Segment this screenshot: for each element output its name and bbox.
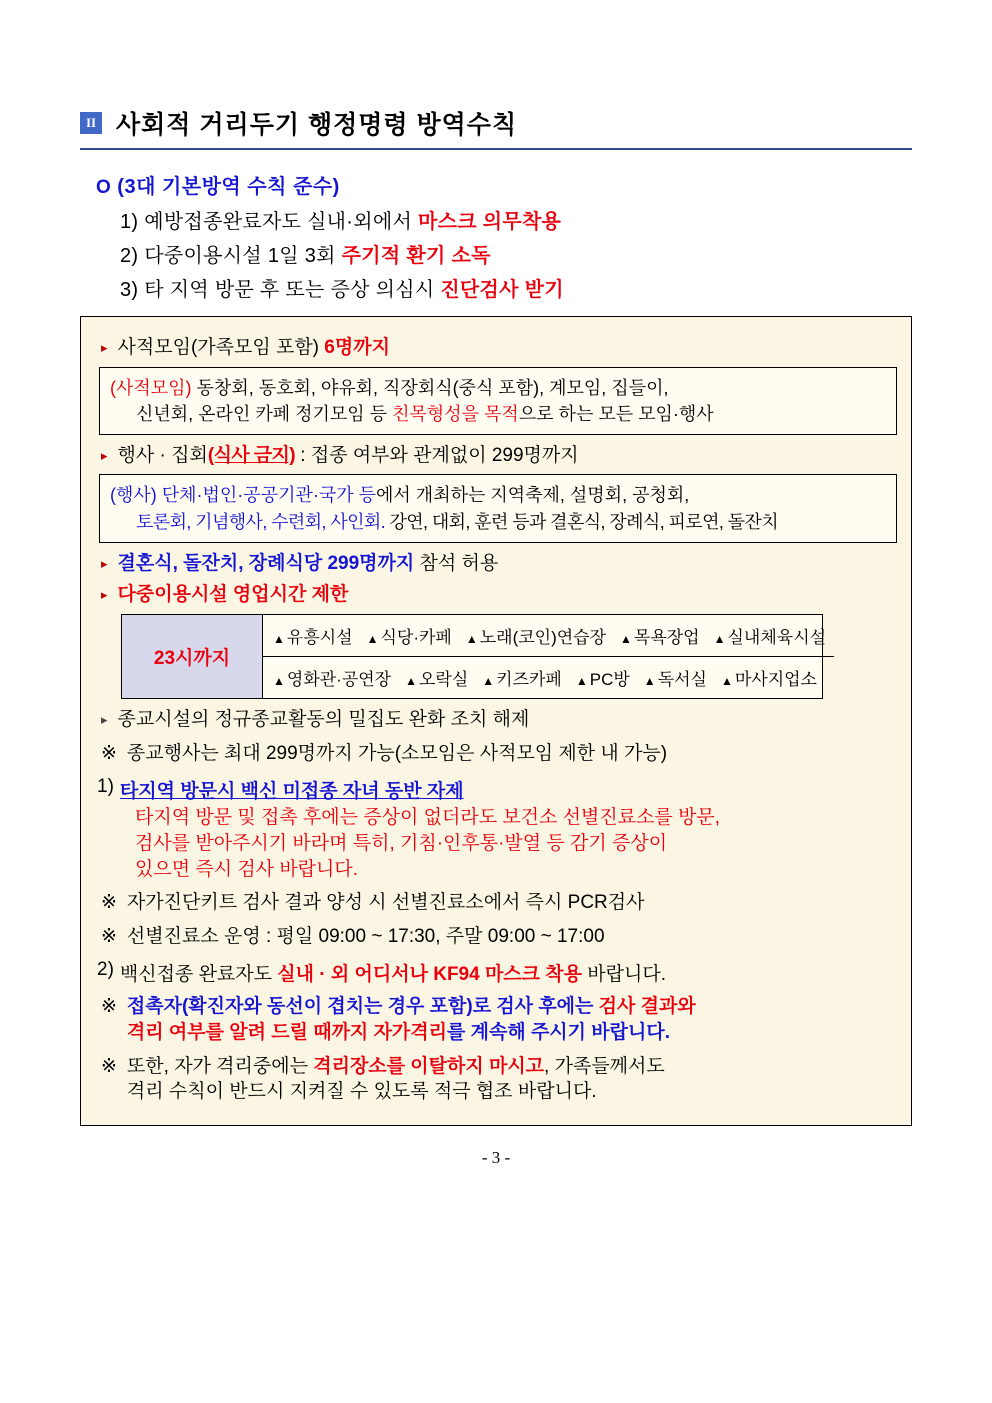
numbered-item-2-number: 2)	[97, 959, 114, 981]
numbered-item-1-title: 타지역 방문시 백신 미접종 자녀 동반 자제	[119, 781, 464, 803]
reference-mark-icon: ※	[101, 742, 117, 764]
bullet-private-gatherings-text: 사적모임(가족모임 포함)	[117, 337, 325, 358]
numbered-item-2-text-a: 백신접종 완료자도	[119, 964, 278, 986]
bullet-events-text-a: 행사 · 집회	[117, 444, 208, 466]
business-hours-table	[121, 614, 827, 699]
note-quarantine-rules	[101, 1054, 897, 1105]
numbered-item-1	[97, 776, 897, 803]
bullet-private-gatherings-highlight: 6명까지	[324, 337, 390, 358]
facility-item: ▲ 독서실	[644, 665, 707, 690]
facility-item: ▲ 영화관·공연장	[273, 665, 391, 690]
subbox-event-line1-highlight: 단체·법인·공공기관·국가 등	[156, 485, 377, 506]
bullet-events-highlight: (식사 금지)	[207, 444, 295, 466]
subbox-private-line2-highlight: 친목형성을 목적	[392, 403, 519, 424]
reference-mark-icon: ※	[101, 925, 117, 947]
subbox-private-gathering-definition	[99, 367, 897, 435]
intro-item-2-number: 2)	[120, 245, 139, 267]
note-self-test-kit-text: 자가진단키트 검사 결과 양성 시 선별진료소에서 즉시 PCR검사	[126, 892, 645, 914]
triangle-bullet-icon: ▸	[101, 555, 108, 571]
business-hours-row-1	[263, 615, 834, 657]
intro-item-2	[120, 239, 912, 268]
note-contact-line1-blue: 접촉자(확진자와 동선이 겹치는 경우 포함)로 검사 후에는	[126, 996, 599, 1018]
numbered-item-1-number: 1)	[97, 776, 114, 798]
intro-item-2-highlight: 주기적 환기 소독	[341, 245, 491, 267]
numbered-item-1-line-3: 있으면 즉시 검사 바랍니다.	[135, 858, 359, 880]
guidelines-box	[80, 316, 912, 1126]
note-contact-line2-blue: 를 계속해 주시기 바랍니다.	[446, 1022, 670, 1044]
numbered-item-2-text-b: 바랍니다.	[582, 964, 666, 986]
bullet-religious-facilities	[95, 707, 897, 733]
bullet-wedding-funeral	[95, 551, 897, 577]
numbered-item-2-highlight: 실내 · 외 어디서나 KF94 마스크 착용	[277, 964, 583, 986]
page-number: - 3 -	[481, 1147, 511, 1167]
intro-heading	[96, 170, 912, 199]
facility-item: ▲ 오락실	[405, 665, 468, 690]
note-quarantine-line1-a: 또한, 자가 격리중에는	[126, 1055, 314, 1077]
intro-item-3-text: 타 지역 방문 후 또는 증상 의심시	[144, 279, 441, 301]
intro-item-1	[120, 205, 912, 234]
bullet-private-gatherings	[95, 335, 897, 361]
bullet-business-hours	[95, 582, 897, 608]
note-religious-events-text: 종교행사는 최대 299명까지 가능(소모임은 사적모임 제한 내 가능)	[126, 742, 668, 764]
bullet-events-assembly	[95, 443, 897, 469]
reference-mark-icon: ※	[101, 892, 117, 914]
bullet-religious-text: 종교시설의 정규종교활동의 밀집도 완화 조치 해제	[117, 708, 530, 730]
facility-item: ▲ 노래(코인)연습장	[466, 623, 606, 648]
numbered-item-1-paragraph	[135, 805, 897, 882]
note-contact-line2-red: 격리 여부를 알려 드릴 때까지 자가격리	[126, 1022, 447, 1044]
bullet-wedding-rest: 참석 허용	[414, 552, 499, 574]
note-screening-hours-text: 선별진료소 운영 : 평일 09:00 ~ 17:30, 주말 09:00 ~ 17:00	[126, 925, 605, 947]
facility-item: ▲ 식당·카페	[367, 623, 452, 648]
numbered-item-1-line-2: 검사를 받아주시기 바라며 특히, 기침·인후통·발열 등 감기 증상이	[135, 832, 668, 854]
triangle-bullet-icon: ▸	[101, 587, 108, 603]
note-self-test-kit	[101, 890, 897, 916]
reference-mark-icon: ※	[101, 1055, 117, 1077]
subbox-event-line1-b: 에서 개최하는 지역축제, 설명회, 공청회,	[376, 485, 690, 506]
intro-heading-text: (3대 기본방역 수칙 준수)	[117, 176, 340, 198]
intro-item-3	[120, 273, 912, 302]
section-number-badge: II	[80, 112, 102, 134]
circle-marker-icon: O	[96, 177, 112, 198]
triangle-bullet-icon: ▸	[101, 340, 108, 355]
note-quarantine-line2: 격리 수칙이 반드시 지켜질 수 있도록 적극 협조 바랍니다.	[126, 1081, 597, 1103]
numbered-item-2	[97, 959, 897, 986]
bullet-events-text-b: : 접종 여부와 관계없이 299명까지	[295, 444, 579, 466]
section-title: 사회적 거리두기 행정명령 방역수칙	[116, 111, 518, 139]
bullet-wedding-highlight: 결혼식, 돌잔치, 장례식당 299명까지	[117, 552, 415, 574]
note-contact-line1-red: 검사 결과와	[598, 996, 696, 1018]
triangle-bullet-icon: ▸	[101, 711, 108, 727]
subbox-event-line2-highlight: 토론회, 기념행사, 수련회, 사인회.	[136, 511, 386, 532]
note-religious-events	[101, 741, 897, 767]
subbox-private-line2-a: 신년회, 온라인 카페 정기모임 등	[136, 403, 393, 424]
subbox-event-label: (행사)	[110, 485, 157, 506]
facility-item: ▲ PC방	[576, 665, 630, 690]
business-hours-row-2	[263, 657, 834, 698]
intro-item-1-highlight: 마스크 의무착용	[417, 211, 562, 233]
triangle-bullet-icon: ▸	[101, 447, 108, 463]
note-contact-tracing	[101, 994, 897, 1045]
intro-item-2-text: 다중이용시설 1일 3회	[144, 245, 342, 267]
facility-item: ▲ 유흥시설	[273, 623, 353, 648]
subbox-private-line1: 동창회, 동호회, 야유회, 직장회식(중식 포함), 계모임, 집들이,	[191, 377, 669, 398]
intro-item-3-number: 3)	[120, 279, 139, 301]
subbox-event-line2-b: 강연, 대회, 훈련 등과 결혼식, 장례식, 피로연, 돌잔치	[385, 511, 779, 532]
facility-item: ▲ 목욕장업	[620, 623, 700, 648]
business-hours-limit: 23시까지	[122, 615, 263, 698]
reference-mark-icon: ※	[101, 996, 117, 1018]
facility-item: ▲ 실내체육시설	[714, 623, 826, 648]
facility-item: ▲ 키즈카페	[482, 665, 562, 690]
subbox-private-label: (사적모임)	[110, 377, 192, 398]
intro-item-1-number: 1)	[120, 211, 139, 233]
subbox-private-line2-b: 으로 하는 모든 모임·행사	[518, 403, 714, 424]
note-screening-hours	[101, 924, 897, 950]
note-quarantine-line1-highlight: 격리장소를 이탈하지 마시고	[313, 1055, 545, 1077]
intro-item-1-text: 예방접종완료자도 실내·외에서	[144, 211, 418, 233]
subbox-event-definition	[99, 474, 897, 542]
bullet-business-hours-text: 다중이용시설 영업시간 제한	[117, 584, 349, 606]
facility-item: ▲ 마사지업소	[721, 665, 817, 690]
numbered-item-1-line-1: 타지역 방문 및 접촉 후에는 증상이 없더라도 보건소 선별진료소를 방문,	[135, 807, 721, 829]
note-quarantine-line1-b: , 가족들께서도	[544, 1055, 665, 1077]
section-header	[80, 105, 912, 150]
intro-item-3-highlight: 진단검사 받기	[440, 279, 564, 301]
